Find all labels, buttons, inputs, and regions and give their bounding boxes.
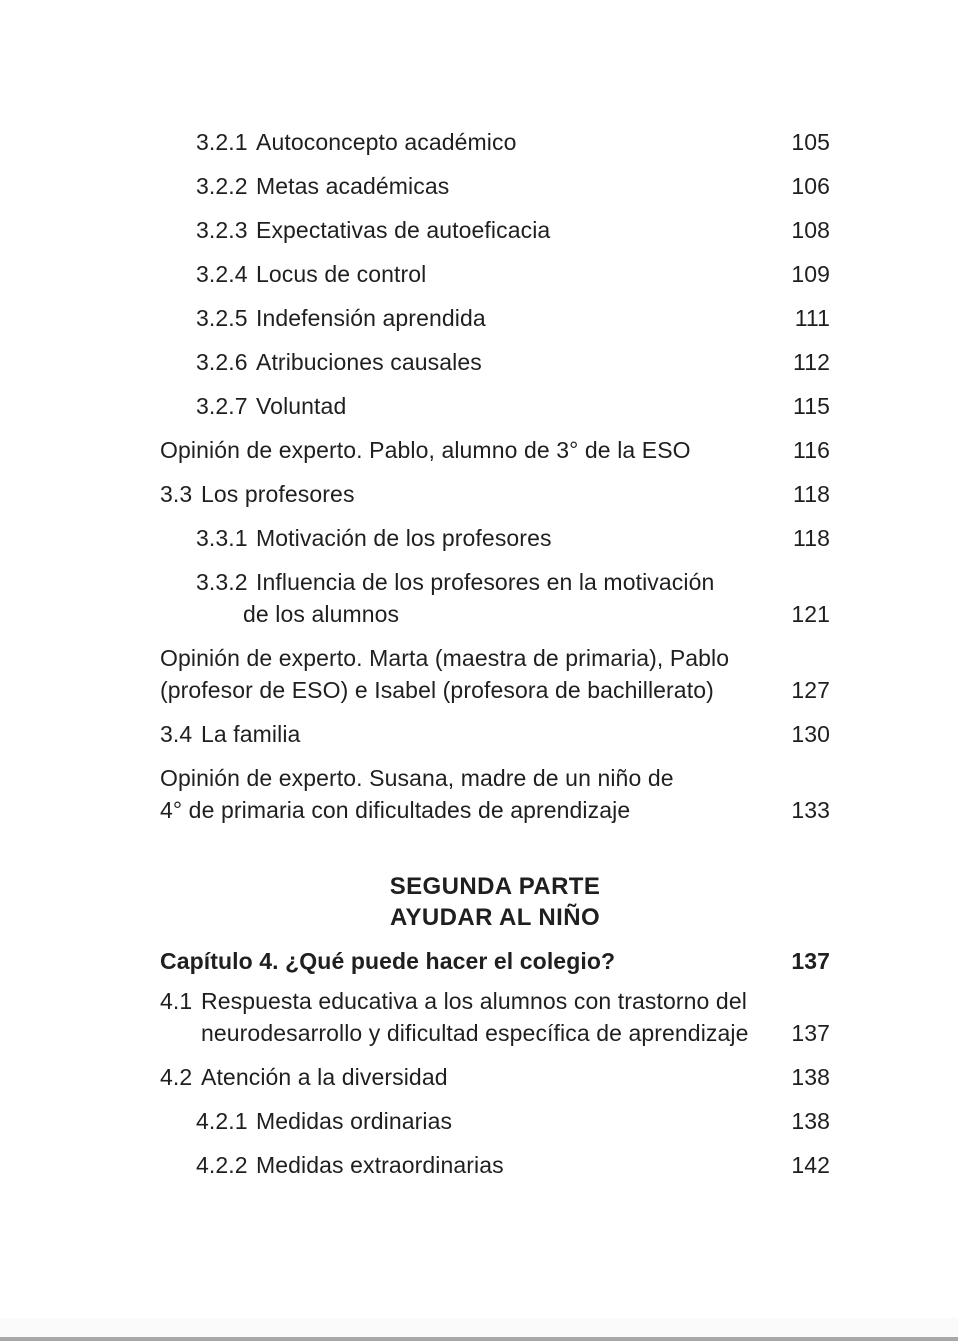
toc-entry-number: 3.3.2 (196, 569, 248, 595)
part-heading-line: SEGUNDA PARTE (389, 873, 601, 900)
toc-entry-line: Medidas ordinarias (256, 1108, 453, 1134)
part-heading (160, 871, 830, 933)
toc-entry-page-number: 137 (791, 1020, 830, 1046)
toc-entry-line: Opinión de experto. Marta (maestra de primaria), Pablo (160, 645, 730, 671)
toc-entry (160, 1149, 830, 1181)
toc-entry-title (256, 170, 778, 202)
toc-entry-number: 3.2.1 (196, 129, 248, 155)
toc-entry-page-number: 138 (791, 1064, 830, 1090)
toc-entry-title (256, 258, 778, 290)
toc-entry-title (256, 522, 778, 554)
toc-entry-line: Atribuciones causales (256, 349, 482, 375)
toc-entry-line: neurodesarrollo y dificultad específica de aprendizaje (201, 1020, 749, 1046)
toc-entry-number: 4.2.1 (196, 1108, 248, 1134)
toc-entry-line: Respuesta educativa a los alumnos con trastorno del (201, 988, 747, 1014)
toc-entry-line: (profesor de ESO) e Isabel (profesora de bachillerato) (160, 677, 714, 703)
toc-entry (160, 478, 830, 510)
toc-entry-page-number: 108 (791, 217, 830, 243)
toc-entry-line: 4° de primaria con dificultades de aprendizaje (160, 797, 631, 823)
toc-entry-number: 3.2.5 (196, 305, 248, 331)
toc-entry-number: 3.2.2 (196, 173, 248, 199)
toc-entry (160, 170, 830, 202)
toc-entry-title (256, 214, 778, 246)
toc-entry-line: Voluntad (256, 393, 347, 419)
toc-entry-title (201, 478, 778, 510)
toc-entry-title (160, 762, 778, 826)
toc-entry-line: Motivación de los profesores (256, 525, 552, 551)
toc-entry-page-number: 121 (791, 601, 830, 627)
toc-entry-line: Atención a la diversidad (201, 1064, 448, 1090)
toc-entry-page-number: 111 (794, 305, 830, 331)
toc-entry-line: Opinión de experto. Susana, madre de un niño de (160, 765, 674, 791)
toc-entry-title (256, 1105, 778, 1137)
toc-entry-page-number: 137 (791, 948, 830, 974)
toc-entry-number: 3.4 (160, 721, 193, 747)
toc-entry-line: Locus de control (256, 261, 427, 287)
toc-entry (160, 214, 830, 246)
toc-entry-title (256, 390, 778, 422)
toc-entry (160, 126, 830, 158)
toc-entry (160, 302, 830, 334)
toc-entry-expert-opinion (160, 762, 830, 826)
toc-entry-page-number: 115 (793, 393, 830, 419)
toc-entry-number: 4.2.2 (196, 1152, 248, 1178)
toc-entry-line: de los alumnos (243, 601, 400, 627)
toc-chapter-entry (160, 945, 830, 977)
toc-entry (160, 1105, 830, 1137)
toc-entry-page-number: 105 (791, 129, 830, 155)
toc-entry-page-number: 112 (793, 349, 830, 375)
toc-entry-title (160, 642, 778, 706)
toc-entry (160, 522, 830, 554)
toc-entry-page-number: 116 (793, 437, 830, 463)
toc-entry-line: Opinión de experto. Pablo, alumno de 3° de la ESO (160, 437, 691, 463)
toc-entry-line: La familia (201, 721, 301, 747)
toc-entry (160, 258, 830, 290)
toc-entry-number: 3.2.6 (196, 349, 248, 375)
toc-entry-title (256, 1149, 778, 1181)
toc-entry-page-number: 133 (791, 797, 830, 823)
toc-entry-number: 4.1 (160, 988, 193, 1014)
toc-entry-line: Capítulo 4. ¿Qué puede hacer el colegio? (160, 948, 616, 974)
toc-entry-page-number: 142 (791, 1152, 830, 1178)
toc-entry-number: 3.2.3 (196, 217, 248, 243)
toc-entry-page-number: 118 (793, 481, 830, 507)
toc-entry-title (201, 1061, 778, 1093)
toc-entry-page-number: 130 (791, 721, 830, 747)
toc-entry-page-number: 109 (791, 261, 830, 287)
toc-entry-line: Metas académicas (256, 173, 450, 199)
toc-entry (160, 390, 830, 422)
toc-entry-title (243, 566, 778, 630)
toc-entry-number: 3.3.1 (196, 525, 248, 551)
toc-entry-number: 3.2.7 (196, 393, 248, 419)
toc-entry (160, 566, 830, 630)
toc-entry-number: 3.3 (160, 481, 193, 507)
toc-entry-title (256, 126, 778, 158)
toc-entry-line: Los profesores (201, 481, 355, 507)
toc-entry-line: Autoconcepto académico (256, 129, 517, 155)
page-bottom-shade (0, 1318, 958, 1337)
toc-entry-title (160, 434, 778, 466)
toc-entry-line: Indefensión aprendida (256, 305, 486, 331)
toc-entry-expert-opinion (160, 642, 830, 706)
toc-entry-title (256, 346, 778, 378)
toc-entry-line: Influencia de los profesores en la motivación (256, 569, 715, 595)
toc-entry (160, 1061, 830, 1093)
toc-entry-expert-opinion (160, 434, 830, 466)
toc-entry-title (201, 985, 778, 1049)
toc-entry-line: Expectativas de autoeficacia (256, 217, 551, 243)
toc-entry-line: Medidas extraordinarias (256, 1152, 504, 1178)
toc-entry-page-number: 118 (793, 525, 830, 551)
toc-entry (160, 346, 830, 378)
toc-entry-number: 4.2 (160, 1064, 193, 1090)
page-edge-divider (0, 1337, 958, 1341)
toc-chapter-title (160, 945, 778, 977)
toc-entry-page-number: 138 (791, 1108, 830, 1134)
toc-entry-title (256, 302, 778, 334)
toc-entry (160, 718, 830, 750)
toc-entry (160, 985, 830, 1049)
toc-entry-page-number: 106 (791, 173, 830, 199)
toc-entry-page-number: 127 (791, 677, 830, 703)
toc-entry-title (201, 718, 778, 750)
toc-entry-number: 3.2.4 (196, 261, 248, 287)
part-heading-line: AYUDAR AL NIÑO (389, 904, 601, 931)
